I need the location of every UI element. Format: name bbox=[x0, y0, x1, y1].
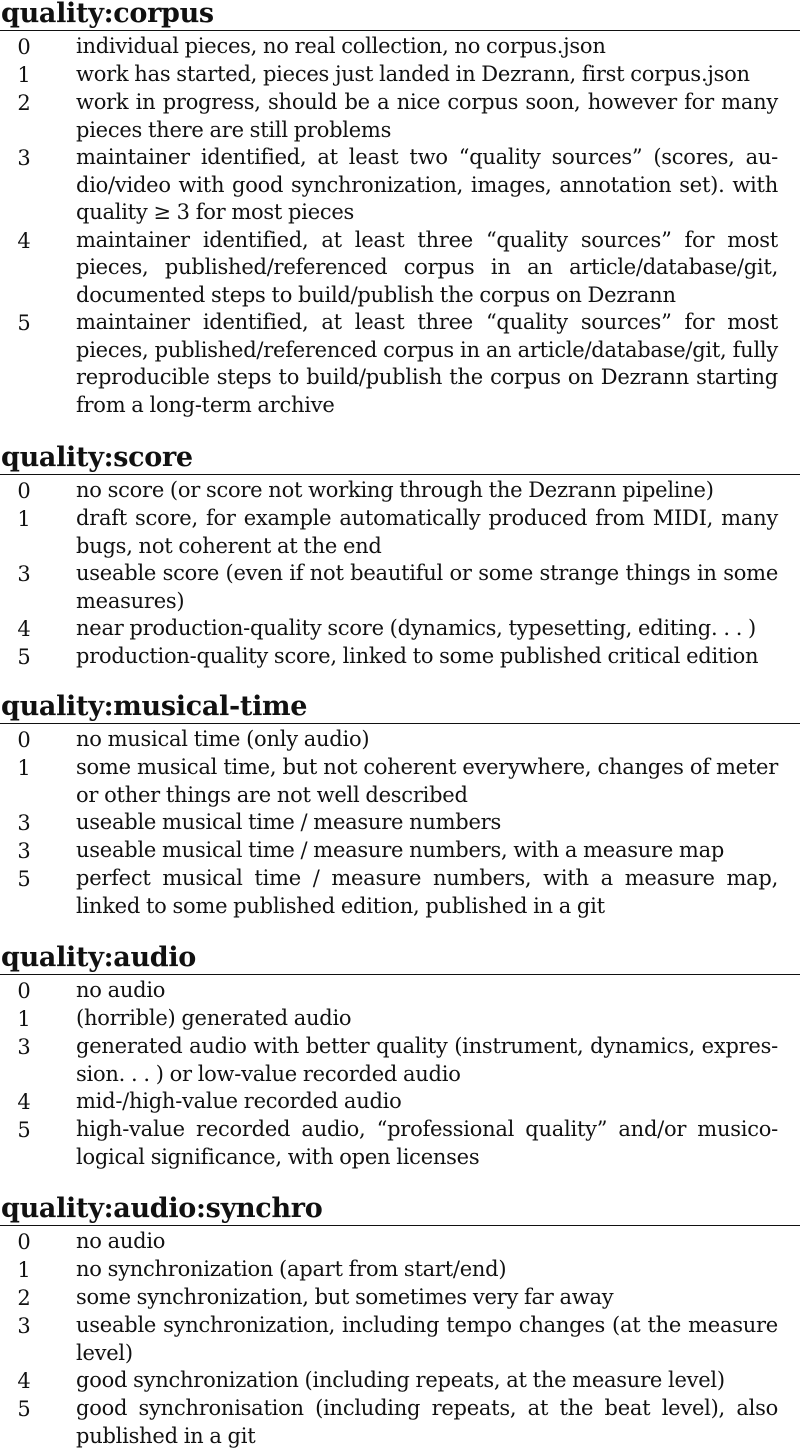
quality-level: 3 bbox=[17, 1035, 31, 1059]
section-quality-audio bbox=[0, 944, 800, 1171]
quality-level: 0 bbox=[17, 479, 31, 503]
quality-level: 0 bbox=[17, 35, 31, 59]
quality-level: 3 bbox=[17, 562, 31, 586]
level-description: generated audio with better quality (instrument, dynamics, expres-sion. . . ) or low-value recorded audio bbox=[76, 1034, 778, 1086]
level-description: no audio bbox=[76, 1229, 166, 1253]
section-title: quality:audio:synchro bbox=[1, 1193, 323, 1224]
level-description: no musical time (only audio) bbox=[76, 727, 370, 751]
list-item bbox=[0, 977, 800, 1005]
level-description: useable musical time / measure numbers, with a measure map bbox=[76, 838, 725, 862]
list-item bbox=[0, 61, 800, 89]
quality-level: 4 bbox=[17, 1369, 31, 1393]
list-item bbox=[0, 615, 800, 643]
level-description: mid-/high-value recorded audio bbox=[76, 1089, 402, 1113]
section-quality-musical-time bbox=[0, 693, 800, 920]
level-description: maintainer identified, at least three “quality sources” for most pieces, published/referenced corpus in an article/database/git, documented steps to build/publish the corpus on Dezrann bbox=[76, 227, 778, 307]
section-quality-corpus bbox=[0, 0, 800, 419]
level-description: near production-quality score (dynamics, typesetting, editing. . . ) bbox=[76, 616, 756, 640]
list-item bbox=[0, 1367, 800, 1395]
section-rule bbox=[0, 1225, 800, 1226]
quality-level: 1 bbox=[17, 1258, 31, 1282]
list-item bbox=[0, 477, 800, 505]
list-item bbox=[0, 144, 800, 227]
quality-level: 4 bbox=[17, 617, 31, 641]
list-item bbox=[0, 1116, 800, 1171]
level-description: high-value recorded audio, “professional quality” and/or musico-logical significance, with open licenses bbox=[76, 1117, 778, 1169]
level-description: maintainer identified, at least three “quality sources” for most pieces, published/referenced corpus in an article/database/git, fully reproducible steps to build/publish the corpus on Dezrann starting from a long-term archive bbox=[76, 310, 778, 417]
section-rule bbox=[0, 723, 800, 724]
list-item bbox=[0, 33, 800, 61]
list-item bbox=[0, 1228, 800, 1256]
level-description: individual pieces, no real collection, no corpus.json bbox=[76, 34, 606, 58]
list-item bbox=[0, 1088, 800, 1116]
quality-level: 4 bbox=[17, 1090, 31, 1114]
level-description: production-quality score, linked to some published critical edition bbox=[76, 644, 759, 668]
quality-level: 1 bbox=[17, 1007, 31, 1031]
level-description: useable score (even if not beautiful or some strange things in some measures) bbox=[76, 561, 778, 613]
level-description: no synchronization (apart from start/end) bbox=[76, 1257, 507, 1281]
level-description: perfect musical time / measure numbers, with a measure map, linked to some published edition, published in a git bbox=[76, 866, 778, 918]
level-description: work in progress, should be a nice corpus soon, however for many pieces there are still problems bbox=[76, 90, 778, 142]
list-item bbox=[0, 309, 800, 419]
section-rule bbox=[0, 974, 800, 975]
quality-level: 2 bbox=[17, 1286, 31, 1310]
section-title: quality:audio bbox=[1, 942, 197, 973]
quality-level: 5 bbox=[17, 1397, 31, 1421]
level-description: useable synchronization, including tempo changes (at the measure level) bbox=[76, 1313, 778, 1365]
quality-level: 2 bbox=[17, 91, 31, 115]
level-description: useable musical time / measure numbers bbox=[76, 810, 501, 834]
list-item bbox=[0, 505, 800, 560]
quality-level: 3 bbox=[17, 1314, 31, 1338]
quality-level: 1 bbox=[17, 756, 31, 780]
quality-level: 5 bbox=[17, 867, 31, 891]
quality-level: 0 bbox=[17, 1230, 31, 1254]
list-item bbox=[0, 865, 800, 920]
list-item bbox=[0, 1312, 800, 1367]
list-item bbox=[0, 227, 800, 310]
section-quality-audio-synchro bbox=[0, 1195, 800, 1450]
level-description: no audio bbox=[76, 978, 166, 1002]
quality-level: 0 bbox=[17, 979, 31, 1003]
list-item bbox=[0, 1284, 800, 1312]
list-item bbox=[0, 1256, 800, 1284]
quality-level: 0 bbox=[17, 728, 31, 752]
section-quality-score bbox=[0, 444, 800, 671]
level-description: maintainer identified, at least two “quality sources” (scores, au-dio/video with good synchronization, images, annotation set). with quality ≥ 3 for most pieces bbox=[76, 145, 778, 224]
quality-level: 5 bbox=[17, 1118, 31, 1142]
level-description: good synchronization (including repeats, at the measure level) bbox=[76, 1368, 725, 1392]
section-title: quality:score bbox=[1, 442, 193, 473]
list-item bbox=[0, 643, 800, 671]
list-item bbox=[0, 726, 800, 754]
quality-level: 4 bbox=[17, 228, 31, 253]
quality-level: 5 bbox=[17, 645, 31, 669]
section-rule bbox=[0, 474, 800, 475]
list-item bbox=[0, 809, 800, 837]
section-title: quality:musical-time bbox=[1, 691, 308, 722]
quality-level: 3 bbox=[17, 811, 31, 835]
list-item bbox=[0, 754, 800, 809]
level-description: some synchronization, but sometimes very far away bbox=[76, 1285, 614, 1309]
list-item bbox=[0, 89, 800, 144]
list-item bbox=[0, 560, 800, 615]
quality-level: 3 bbox=[17, 839, 31, 863]
list-item bbox=[0, 837, 800, 865]
level-description: no score (or score not working through the Dezrann pipeline) bbox=[76, 478, 714, 502]
level-description: (horrible) generated audio bbox=[76, 1006, 352, 1030]
quality-level: 5 bbox=[17, 311, 31, 335]
level-description: some musical time, but not coherent everywhere, changes of meter or other things are not well described bbox=[76, 755, 778, 807]
quality-level: 1 bbox=[17, 507, 31, 531]
quality-level: 3 bbox=[17, 146, 31, 170]
list-item bbox=[0, 1005, 800, 1033]
level-description: draft score, for example automatically produced from MIDI, many bugs, not coherent at the end bbox=[76, 506, 778, 558]
quality-level: 1 bbox=[17, 63, 31, 87]
section-rule bbox=[0, 30, 800, 31]
section-title: quality:corpus bbox=[1, 0, 214, 29]
level-description: good synchronisation (including repeats, at the beat level), also published in a git bbox=[76, 1396, 778, 1448]
list-item bbox=[0, 1395, 800, 1450]
level-description: work has started, pieces just landed in Dezrann, first corpus.json bbox=[76, 62, 750, 86]
list-item bbox=[0, 1033, 800, 1088]
